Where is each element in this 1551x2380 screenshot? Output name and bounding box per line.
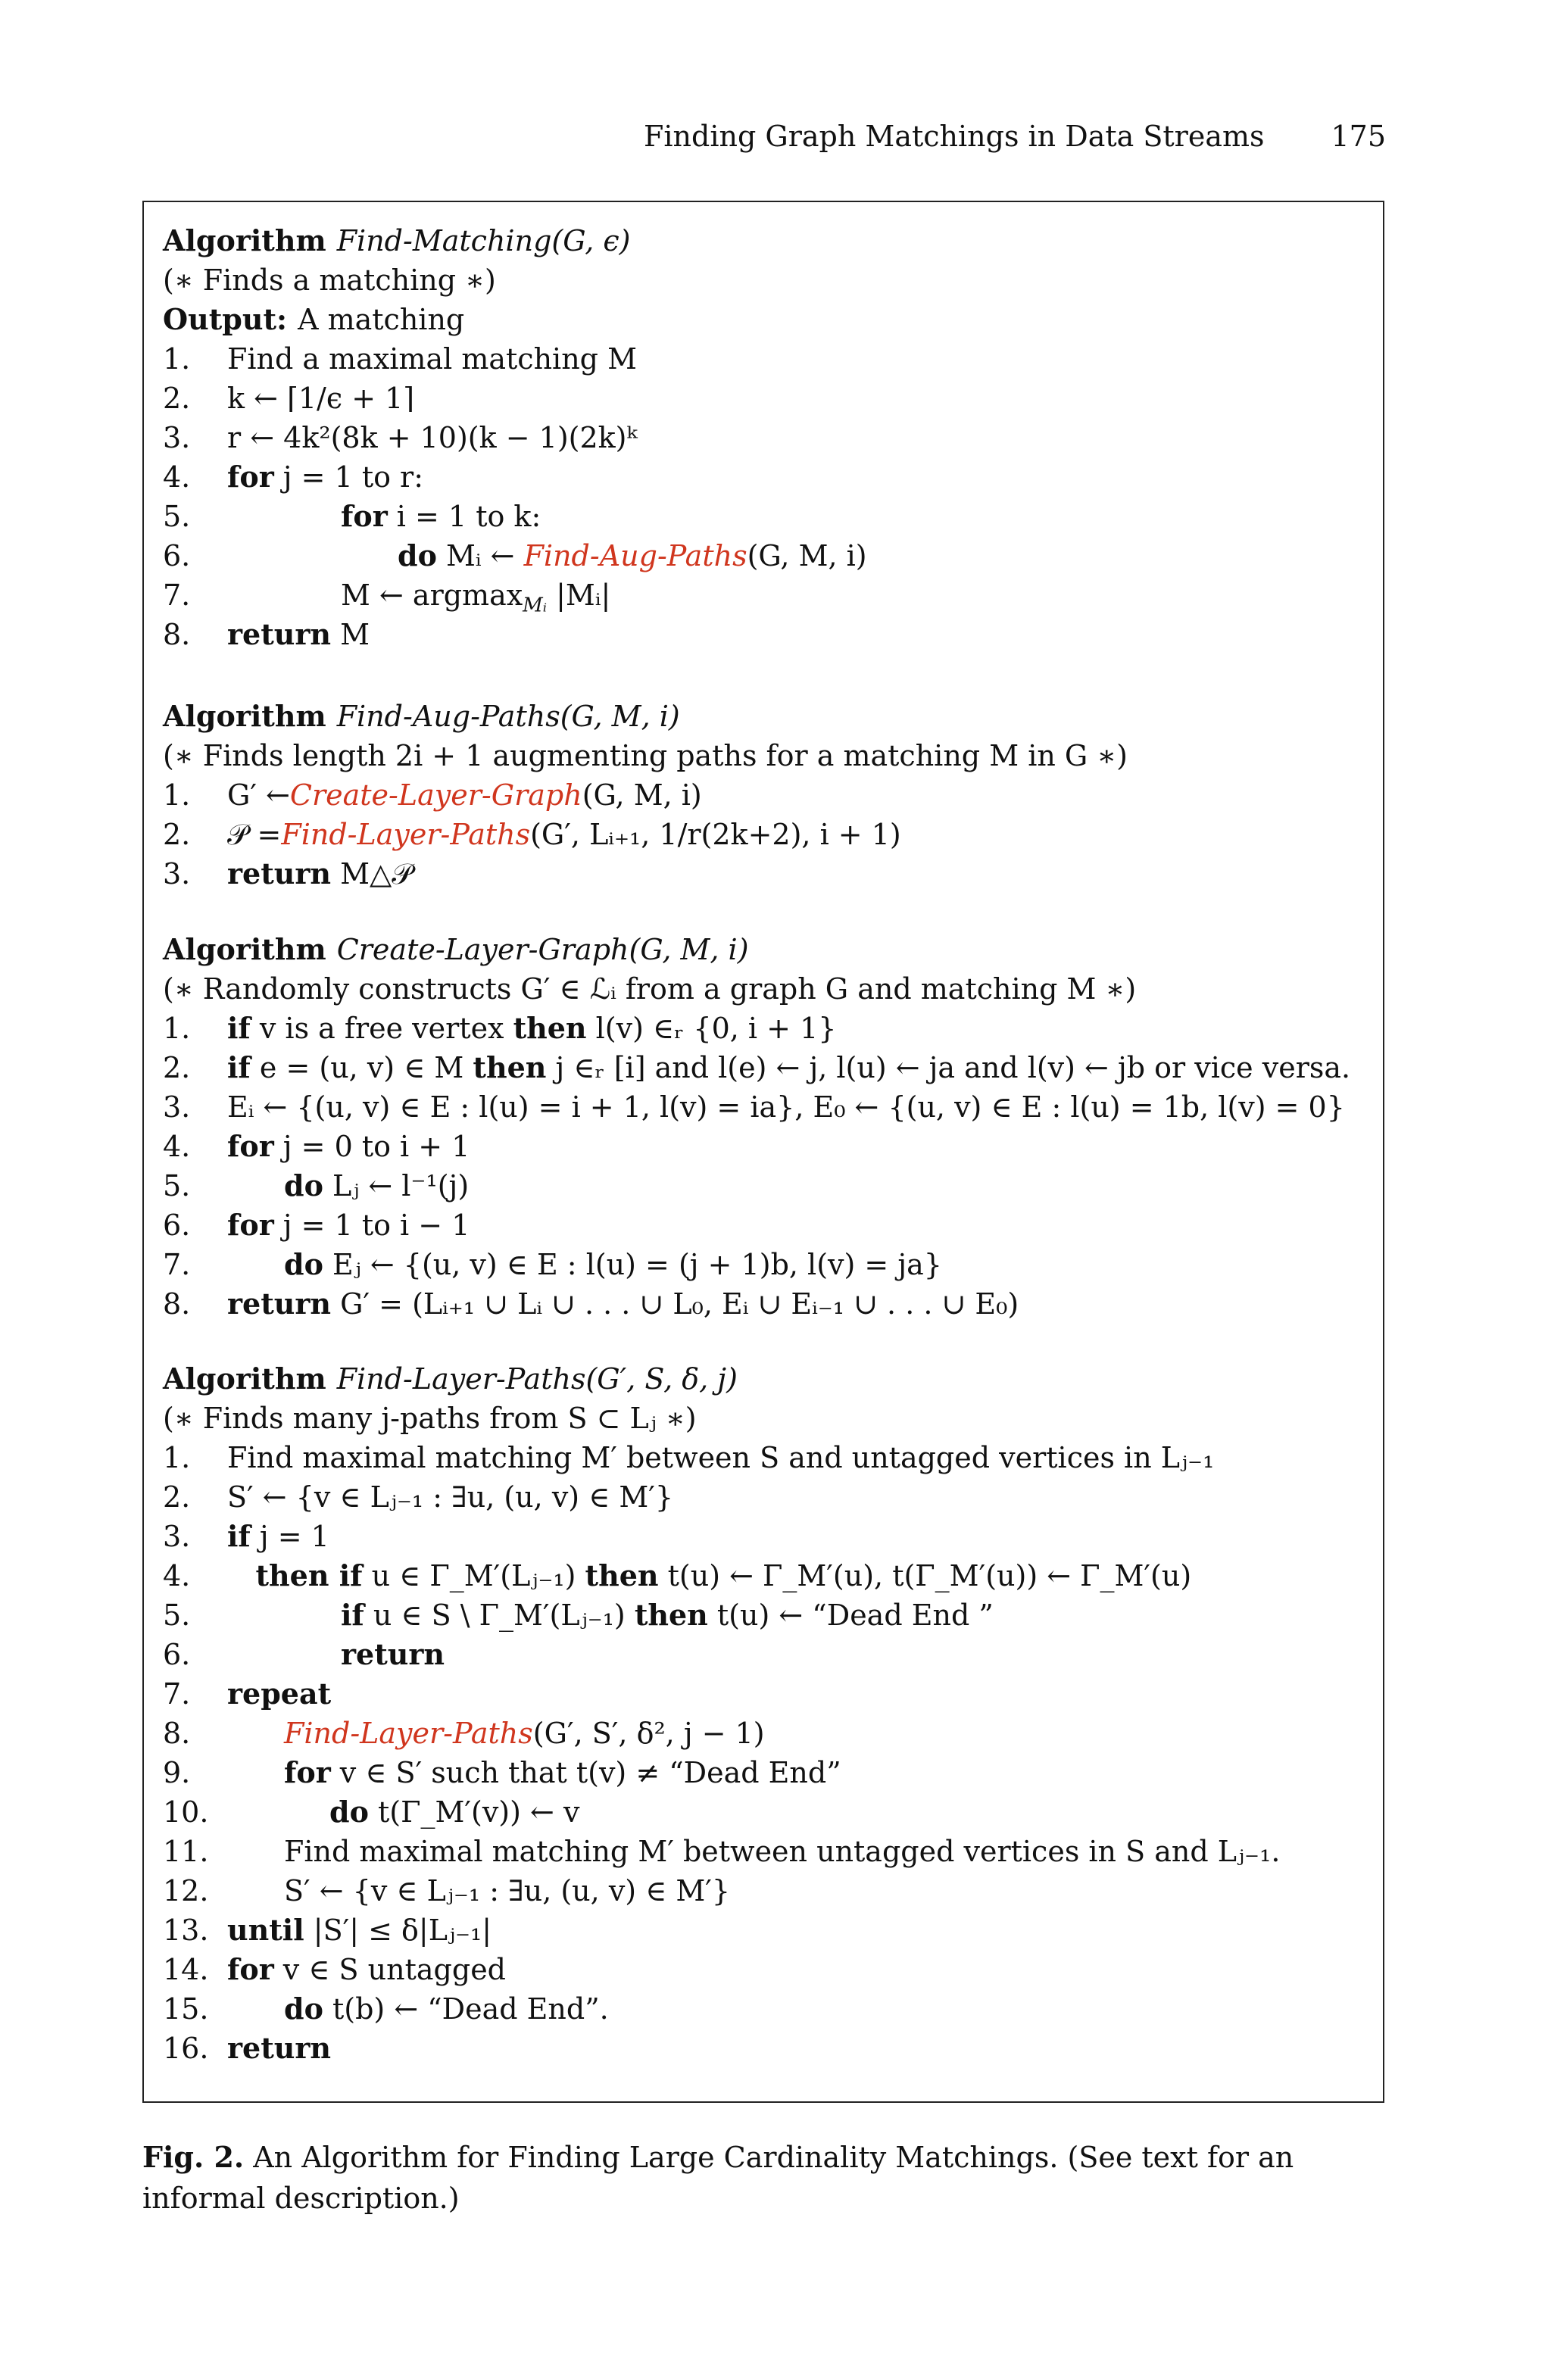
- code-text: Mᵢ: [523, 594, 548, 617]
- code-text: M: [331, 618, 370, 651]
- keyword: for: [227, 1129, 274, 1163]
- keyword: do: [284, 1992, 323, 2026]
- output-text: A matching: [298, 303, 465, 336]
- caption-text: An Algorithm for Finding Large Cardinality Matchings. (See text for an informal description.): [142, 2141, 1294, 2215]
- keyword: for: [227, 1952, 274, 1986]
- code-text: j = 0 to i + 1: [273, 1130, 470, 1163]
- line-number: 6.: [163, 1638, 191, 1671]
- code-text: t(u) ← “Dead End ”: [707, 1599, 994, 1632]
- algorithm-name: Find-Aug-Paths(G, M, i): [336, 700, 680, 733]
- code-text: Find maximal matching M′ between untagged vertices in S and Lⱼ₋₁.: [284, 1835, 1281, 1868]
- line-code: [341, 1596, 994, 1635]
- line-code: [227, 1477, 673, 1517]
- algorithm-header: [163, 930, 1136, 969]
- line-number: 1.: [163, 342, 191, 376]
- line-number: 2.: [163, 1051, 191, 1084]
- line-code: [284, 1245, 942, 1284]
- line-code: [227, 457, 423, 497]
- code-text: G′ = (Lᵢ₊₁ ∪ Lᵢ ∪ . . . ∪ L₀, Eᵢ ∪ Eᵢ₋₁ ∪ . . . ∪ E₀): [331, 1287, 1019, 1321]
- algorithm-line: [163, 1517, 738, 1556]
- algorithm-line: [163, 418, 638, 457]
- line-number: 9.: [163, 1756, 191, 1789]
- line-code: [227, 1206, 470, 1245]
- code-text: u ∈ S \ Γ_M′(Lⱼ₋₁): [364, 1599, 635, 1632]
- algorithm-block: [163, 1359, 1281, 2068]
- line-number: 5.: [163, 1599, 191, 1632]
- code-text: v ∈ S untagged: [273, 1953, 507, 1986]
- line-code: [341, 1635, 445, 1674]
- keyword: repeat: [227, 1677, 332, 1711]
- algorithm-line: [163, 615, 630, 654]
- keyword: if: [227, 1050, 251, 1084]
- algorithm-output: [163, 300, 630, 339]
- keyword: then: [513, 1011, 587, 1045]
- keyword: until: [227, 1913, 304, 1947]
- algorithm-line: [163, 1753, 841, 1792]
- output-keyword: Output:: [163, 302, 288, 336]
- algorithm-name: Find-Matching(G, ϵ): [336, 224, 631, 257]
- line-number: 6.: [163, 1209, 191, 1242]
- algorithm-comment: (∗ Finds a matching ∗): [163, 264, 496, 297]
- algorithm-line: [163, 1166, 1136, 1206]
- algorithm-keyword: Algorithm: [163, 699, 326, 733]
- code-text: t(u) ← Γ_M′(u), t(Γ_M′(u)) ← Γ_M′(u): [658, 1559, 1192, 1592]
- line-number: 2.: [163, 1480, 191, 1514]
- code-text: S′ ← {v ∈ Lⱼ₋₁ : ∃u, (u, v) ∈ M′}: [284, 1874, 731, 1907]
- code-text: l(v) ∈ᵣ {0, i + 1}: [586, 1012, 837, 1045]
- line-code: [284, 1753, 841, 1792]
- code-text: j ∈ᵣ [i] and l(e) ← j, l(u) ← ja and l(v) ← jb or vice versa.: [546, 1051, 1351, 1084]
- line-code: [227, 1674, 331, 1714]
- algorithm-block: [163, 930, 1351, 1324]
- code-text: 𝒫 =: [227, 818, 282, 851]
- algorithm-header: [163, 1359, 738, 1399]
- line-number: 2.: [163, 382, 191, 415]
- line-code: [227, 339, 637, 379]
- algorithm-line: [163, 1438, 1215, 1477]
- caption-label: Fig. 2.: [142, 2140, 245, 2174]
- code-text: G′ ←: [227, 778, 290, 812]
- algorithm-line: [163, 1127, 1136, 1166]
- line-number: 3.: [163, 1090, 191, 1124]
- algorithm-block: [163, 221, 867, 654]
- keyword: return: [227, 1287, 332, 1321]
- code-text: i = 1 to k:: [387, 500, 541, 533]
- algorithm-line: [163, 854, 1128, 894]
- line-code: [284, 1871, 730, 1911]
- algorithm-line: [163, 536, 867, 576]
- line-code: [227, 1087, 1345, 1127]
- keyword: return: [227, 2031, 332, 2065]
- code-text: (G′, S′, δ², j − 1): [532, 1717, 765, 1750]
- code-text: M△𝒫: [331, 857, 413, 891]
- running-head: [644, 114, 1386, 159]
- line-code: [284, 1989, 609, 2029]
- code-text: (G, M, i): [582, 778, 702, 812]
- line-code: [227, 418, 637, 457]
- code-text: v is a free vertex: [250, 1012, 513, 1045]
- line-code: [329, 1792, 579, 1832]
- algorithm-line: [163, 1206, 1136, 1245]
- code-text: (G′, Lᵢ₊₁, 1/r(2k+2), i + 1): [530, 818, 901, 851]
- algorithm-line: [163, 1087, 1345, 1127]
- algorithm-line: [163, 1048, 1351, 1087]
- line-number: 3.: [163, 857, 191, 891]
- line-code: [227, 1048, 1350, 1087]
- line-number: 1.: [163, 778, 191, 812]
- algorithm-line: [163, 1009, 1136, 1048]
- code-text: |S′| ≤ δ|Lⱼ₋₁|: [304, 1914, 492, 1947]
- algorithm-line: [163, 1871, 738, 1911]
- procedure-call: Create-Layer-Graph: [289, 778, 582, 812]
- line-code: [227, 1284, 1019, 1324]
- algorithm-line: [163, 457, 630, 497]
- line-number: 8.: [163, 618, 191, 651]
- line-number: 3.: [163, 421, 191, 454]
- line-number: 8.: [163, 1287, 191, 1321]
- code-text: j = 1 to r:: [273, 460, 424, 494]
- code-text: t(Γ_M′(v)) ← v: [368, 1795, 580, 1829]
- algorithm-line: [163, 1911, 738, 1950]
- line-number: 16.: [163, 2032, 209, 2065]
- algorithm-comment: (∗ Finds many j-paths from S ⊂ Lⱼ ∗): [163, 1402, 697, 1435]
- algorithm-line: [163, 497, 630, 536]
- keyword: if: [341, 1598, 364, 1632]
- line-number: 13.: [163, 1914, 209, 1947]
- line-code: [341, 497, 541, 536]
- keyword: return: [227, 856, 332, 891]
- line-code: [227, 815, 901, 854]
- algorithm-line: [163, 1556, 1192, 1596]
- algorithm-comment: (∗ Randomly constructs G′ ∈ ℒᵢ from a graph G and matching M ∗): [163, 972, 1137, 1006]
- keyword: for: [284, 1755, 331, 1789]
- line-code: [227, 1911, 492, 1950]
- algorithm-line: [163, 1284, 1136, 1324]
- code-text: j = 1 to i − 1: [273, 1209, 470, 1242]
- keyword: then: [634, 1598, 708, 1632]
- keyword: return: [227, 617, 332, 651]
- algorithm-line: [163, 815, 1128, 854]
- page-number: 175: [1331, 120, 1386, 153]
- line-number: 4.: [163, 1559, 191, 1592]
- code-text: Eᵢ ← {(u, v) ∈ E : l(u) = i + 1, l(v) = ia}, E₀ ← {(u, v) ∈ E : l(u) = 1b, l(v) = 0}: [227, 1090, 1345, 1124]
- algorithm-name: Find-Layer-Paths(G′, S, δ, j): [336, 1362, 738, 1396]
- line-number: 7.: [163, 1248, 191, 1281]
- keyword: do: [284, 1168, 323, 1202]
- line-code: [284, 1832, 1280, 1871]
- line-number: 6.: [163, 539, 191, 572]
- running-head-title: Finding Graph Matchings in Data Streams: [644, 120, 1265, 153]
- algorithm-line: [163, 1792, 738, 1832]
- line-code: [227, 1517, 329, 1556]
- algorithm-line: [163, 1832, 1281, 1871]
- line-number: 14.: [163, 1953, 209, 1986]
- algorithm-line: [163, 1477, 738, 1517]
- line-number: 4.: [163, 460, 191, 494]
- line-number: 8.: [163, 1717, 191, 1750]
- line-code: [398, 536, 867, 576]
- line-number: 15.: [163, 1992, 209, 2026]
- algorithm-header: [163, 697, 1128, 736]
- line-number: 12.: [163, 1874, 209, 1907]
- keyword: do: [284, 1247, 323, 1281]
- line-number: 11.: [163, 1835, 209, 1868]
- code-text: Eⱼ ← {(u, v) ∈ E : l(u) = (j + 1)b, l(v) = ja}: [323, 1248, 942, 1281]
- algorithm-line: [163, 1989, 738, 2029]
- line-code: [227, 379, 414, 418]
- algorithm-line: [163, 775, 1128, 815]
- procedure-call: Find-Aug-Paths: [523, 539, 747, 572]
- algorithm-line: [163, 1245, 1136, 1284]
- line-number: 7.: [163, 579, 191, 612]
- code-text: Lⱼ ← l⁻¹(j): [323, 1169, 470, 1202]
- code-text: Mᵢ ←: [436, 539, 524, 572]
- algorithm-line: [163, 1596, 994, 1635]
- code-text: Find a maximal matching M: [227, 342, 637, 376]
- line-code: [227, 1950, 506, 1989]
- code-text: r ← 4k²(8k + 10)(k − 1)(2k)ᵏ: [227, 421, 638, 454]
- algorithm-line: [163, 2029, 738, 2068]
- algorithm-line: [163, 1635, 738, 1674]
- code-text: v ∈ S′ such that t(v) ≠ “Dead End”: [330, 1756, 841, 1789]
- keyword: do: [329, 1795, 369, 1829]
- line-number: 1.: [163, 1441, 191, 1474]
- algorithm-line: [163, 1674, 738, 1714]
- keyword: then if: [255, 1558, 363, 1592]
- procedure-call: Find-Layer-Paths: [284, 1717, 533, 1750]
- line-code: [227, 775, 702, 815]
- line-code: [227, 1009, 836, 1048]
- line-code: [227, 2029, 331, 2068]
- keyword: if: [227, 1519, 251, 1553]
- line-code: [227, 854, 413, 894]
- algorithm-keyword: Algorithm: [163, 1362, 326, 1396]
- code-text: k ← ⌈1/ϵ + 1⌉: [227, 382, 415, 415]
- keyword: for: [227, 1208, 274, 1242]
- code-text: t(b) ← “Dead End”.: [323, 1992, 609, 2026]
- algorithm-name: Create-Layer-Graph(G, M, i): [336, 933, 749, 966]
- algorithm-keyword: Algorithm: [163, 932, 326, 966]
- algorithm-line: [163, 339, 637, 379]
- keyword: then: [473, 1050, 547, 1084]
- line-number: 5.: [163, 1169, 191, 1202]
- line-code: [284, 1714, 765, 1753]
- line-code: [227, 1127, 470, 1166]
- code-text: Find maximal matching M′ between S and untagged vertices in Lⱼ₋₁: [227, 1441, 1215, 1474]
- line-number: 3.: [163, 1520, 191, 1553]
- code-text: S′ ← {v ∈ Lⱼ₋₁ : ∃u, (u, v) ∈ M′}: [227, 1480, 674, 1514]
- line-number: 10.: [163, 1795, 209, 1829]
- figure-caption: [142, 2137, 1384, 2219]
- algorithm-line: [163, 576, 630, 615]
- line-code: [256, 1556, 1192, 1596]
- keyword: then: [585, 1558, 659, 1592]
- keyword: do: [398, 538, 437, 572]
- algorithm-keyword: Algorithm: [163, 223, 326, 257]
- code-text: |Mᵢ|: [547, 579, 611, 612]
- line-number: 2.: [163, 818, 191, 851]
- algorithm-comment: (∗ Finds length 2i + 1 augmenting paths for a matching M in G ∗): [163, 739, 1128, 772]
- keyword: for: [227, 460, 274, 494]
- line-number: 7.: [163, 1677, 191, 1711]
- code-text: u ∈ Γ_M′(Lⱼ₋₁): [362, 1559, 585, 1592]
- keyword: for: [341, 499, 388, 533]
- line-number: 4.: [163, 1130, 191, 1163]
- line-code: [227, 615, 370, 654]
- algorithm-header: [163, 221, 630, 260]
- keyword: return: [341, 1637, 445, 1671]
- algorithm-line: [163, 1714, 765, 1753]
- keyword: if: [227, 1011, 251, 1045]
- code-text: M ← argmax: [341, 579, 523, 612]
- line-number: 1.: [163, 1012, 191, 1045]
- line-number: 5.: [163, 500, 191, 533]
- algorithm-line: [163, 379, 630, 418]
- code-text: j = 1: [250, 1520, 329, 1553]
- code-text: (G, M, i): [747, 539, 867, 572]
- code-text: e = (u, v) ∈ M: [250, 1051, 473, 1084]
- procedure-call: Find-Layer-Paths: [281, 818, 531, 851]
- algorithm-block: [163, 697, 1128, 894]
- algorithm-line: [163, 1950, 738, 1989]
- line-code: [227, 1438, 1214, 1477]
- line-code: [284, 1166, 469, 1206]
